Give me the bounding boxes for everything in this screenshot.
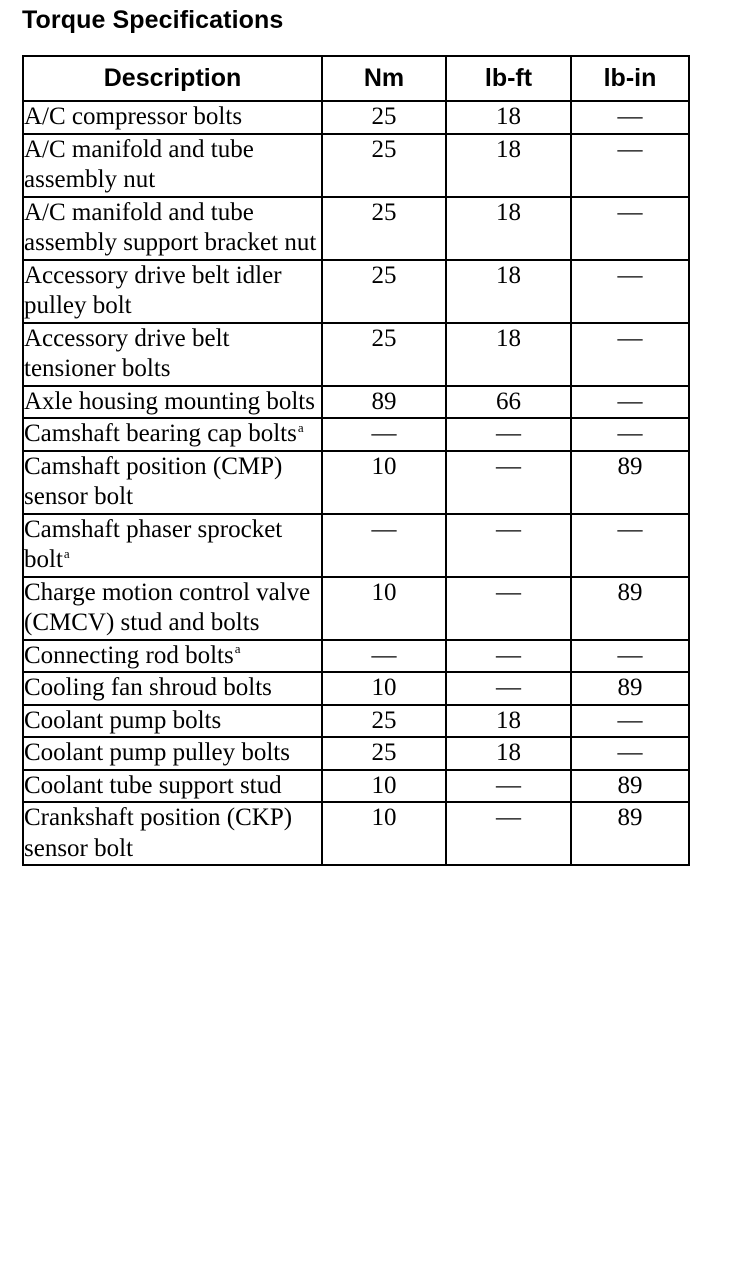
table-row (23, 418, 689, 451)
table-row (23, 577, 689, 640)
lbft-value: — (446, 640, 571, 673)
table-row (23, 323, 689, 386)
page-title: Torque Specifications (22, 6, 284, 34)
row-description (23, 418, 322, 451)
description-text: Connecting rod bolts (24, 641, 234, 669)
description-text: Crankshaft position (CKP) sensor bolt (24, 804, 293, 862)
table-row (23, 770, 689, 803)
table-row (23, 197, 689, 260)
nm-value: 89 (322, 386, 446, 419)
description-text: A/C compressor bolts (24, 103, 243, 130)
lbft-value: — (446, 770, 571, 803)
table-row (23, 737, 689, 770)
table-row (23, 705, 689, 738)
table-row (23, 672, 689, 705)
row-description (23, 451, 322, 514)
table-row (23, 640, 689, 673)
row-description (23, 770, 322, 803)
lbin-value: 89 (571, 577, 689, 640)
nm-value: 10 (322, 770, 446, 803)
col-header-nm: Nm (322, 56, 446, 101)
lbft-value: — (446, 672, 571, 705)
lbft-value: 18 (446, 705, 571, 738)
table-row (23, 386, 689, 419)
lbft-value: 18 (446, 323, 571, 386)
lbft-value: 66 (446, 386, 571, 419)
lbft-value: — (446, 451, 571, 514)
nm-value: 10 (322, 672, 446, 705)
nm-value: — (322, 640, 446, 673)
nm-value: 25 (322, 705, 446, 738)
lbft-value: — (446, 418, 571, 451)
col-header-description: Description (23, 56, 322, 101)
torque-spec-table (22, 55, 690, 866)
lbin-value: — (571, 418, 689, 451)
nm-value: 10 (322, 451, 446, 514)
table-row (23, 451, 689, 514)
row-description (23, 323, 322, 386)
nm-value: 25 (322, 197, 446, 260)
nm-value: 25 (322, 134, 446, 197)
row-description (23, 577, 322, 640)
row-description (23, 737, 322, 770)
lbin-value: — (571, 134, 689, 197)
row-description (23, 802, 322, 865)
nm-value: 25 (322, 737, 446, 770)
lbft-value: — (446, 514, 571, 577)
nm-value: 10 (322, 577, 446, 640)
nm-value: — (322, 514, 446, 577)
description-text: A/C manifold and tube assembly nut (24, 135, 254, 193)
description-text: Accessory drive belt idler pulley bolt (24, 261, 282, 319)
description-text: Coolant pump bolts (24, 706, 222, 734)
lbft-value: 18 (446, 737, 571, 770)
lbin-value: — (571, 197, 689, 260)
lbin-value: 89 (571, 672, 689, 705)
description-text: Cooling fan shroud bolts (24, 674, 272, 701)
row-description (23, 197, 322, 260)
col-header-lbin: lb-in (571, 56, 689, 101)
description-text: Accessory drive belt tensioner bolts (24, 324, 230, 382)
description-text: Camshaft position (CMP) sensor bolt (24, 452, 283, 510)
row-description (23, 134, 322, 197)
description-text: Camshaft bearing cap bolts (24, 420, 297, 447)
lbin-value: 89 (571, 802, 689, 865)
lbft-value: 18 (446, 134, 571, 197)
table-row (23, 802, 689, 865)
row-description (23, 514, 322, 577)
table-row (23, 101, 689, 134)
lbin-value: 89 (571, 770, 689, 803)
lbin-value: 89 (571, 451, 689, 514)
description-text: Coolant pump pulley bolts (24, 739, 290, 766)
footnote-marker: a (63, 545, 70, 561)
row-description (23, 101, 322, 134)
description-text: Charge motion control valve (CMCV) stud and bolts (24, 578, 311, 636)
lbin-value: — (571, 737, 689, 770)
nm-value: 10 (322, 802, 446, 865)
footnote-marker: a (297, 419, 304, 435)
row-description (23, 386, 322, 419)
row-description (23, 640, 322, 673)
lbin-value: — (571, 514, 689, 577)
table-row (23, 134, 689, 197)
footnote-marker: a (234, 641, 241, 657)
nm-value: — (322, 418, 446, 451)
lbin-value: — (571, 640, 689, 673)
row-description (23, 672, 322, 705)
lbft-value: — (446, 802, 571, 865)
lbft-value: 18 (446, 197, 571, 260)
description-text: Coolant tube support stud (24, 771, 282, 799)
nm-value: 25 (322, 101, 446, 134)
lbin-value: — (571, 260, 689, 323)
table-header-row (23, 56, 689, 101)
nm-value: 25 (322, 323, 446, 386)
nm-value: 25 (322, 260, 446, 323)
description-text: A/C manifold and tube assembly support bracket nut (24, 198, 317, 256)
lbin-value: — (571, 386, 689, 419)
table-body (23, 101, 689, 865)
lbft-value: 18 (446, 260, 571, 323)
table-row (23, 514, 689, 577)
row-description (23, 260, 322, 323)
lbin-value: — (571, 101, 689, 134)
lbft-value: — (446, 577, 571, 640)
table-row (23, 260, 689, 323)
description-text: Camshaft phaser sprocket bolt (24, 515, 283, 573)
lbin-value: — (571, 705, 689, 738)
description-text: Axle housing mounting bolts (24, 387, 315, 415)
lbin-value: — (571, 323, 689, 386)
row-description (23, 705, 322, 738)
lbft-value: 18 (446, 101, 571, 134)
col-header-lbft: lb-ft (446, 56, 571, 101)
